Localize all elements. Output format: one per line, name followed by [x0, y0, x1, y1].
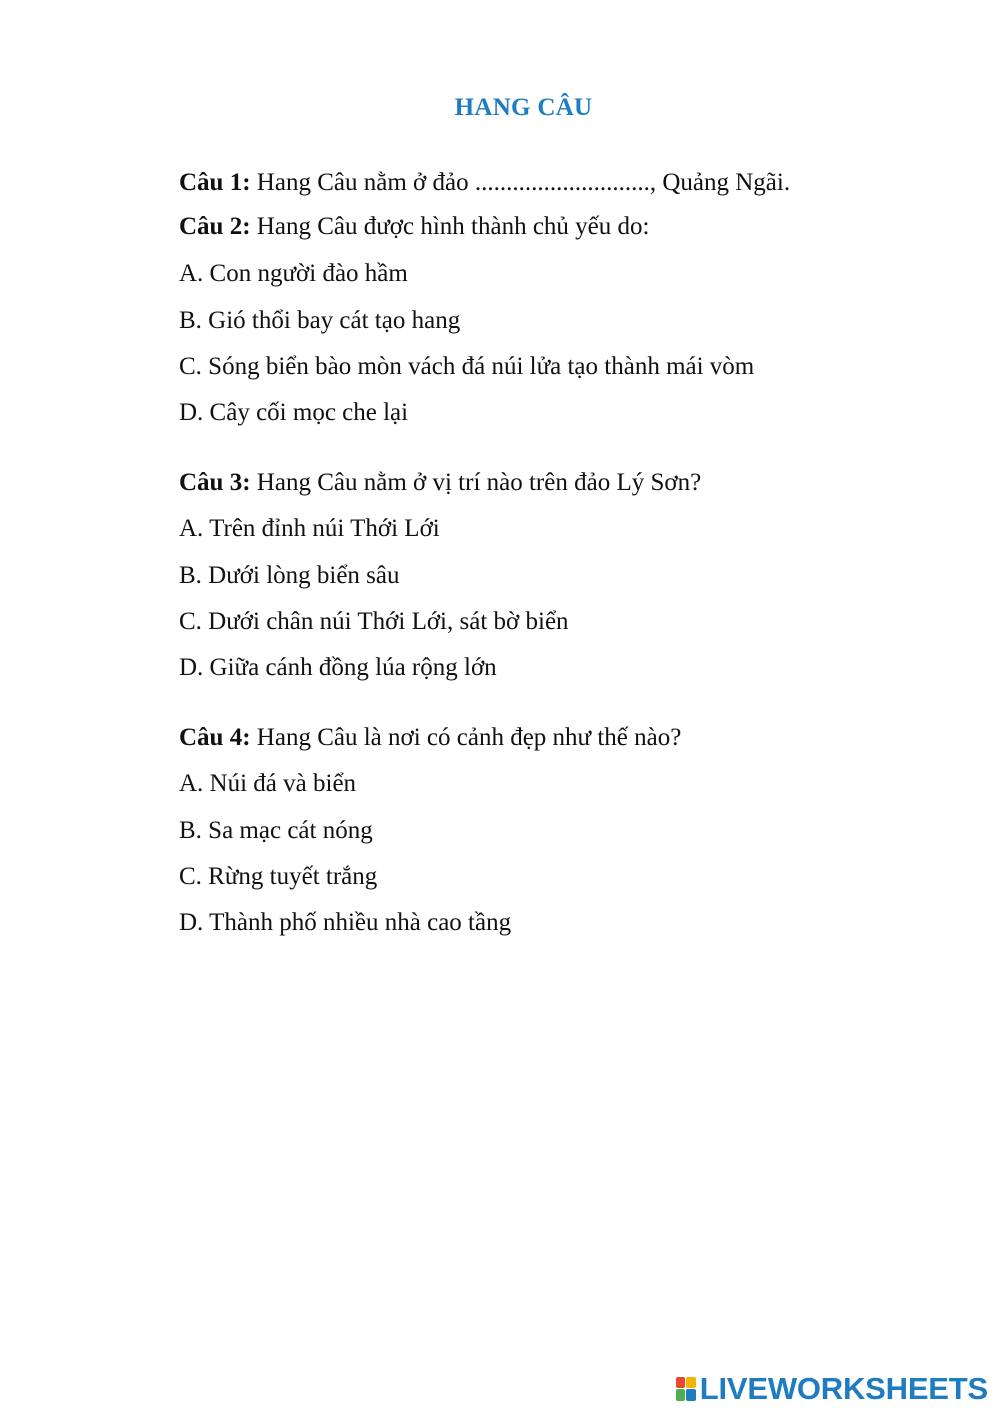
- question-4-option-c: C. Rừng tuyết trắng: [179, 863, 378, 890]
- question-3-label: Câu 3:: [179, 469, 251, 496]
- question-2-text: Hang Câu được hình thành chủ yếu do:: [250, 213, 650, 240]
- question-4-option-a: A. Núi đá và biển: [179, 770, 357, 797]
- question-2-option-a: A. Con người đào hầm: [179, 260, 408, 287]
- logo-square-yellow: [686, 1377, 696, 1389]
- question-2-option-b: B. Gió thổi bay cát tạo hang: [179, 307, 461, 334]
- question-2-option-c: C. Sóng biển bào mòn vách đá núi lửa tạo thành mái vòm: [179, 353, 755, 380]
- question-4-text: Hang Câu là nơi có cảnh đẹp như thế nào?: [250, 724, 682, 751]
- question-3-option-a: A. Trên đỉnh núi Thới Lới: [179, 515, 440, 542]
- question-4-option-d: D. Thành phố nhiều nhà cao tầng: [179, 909, 512, 936]
- logo-square-green: [676, 1389, 686, 1401]
- question-3-text: Hang Câu nằm ở vị trí nào trên đảo Lý Sơn?: [250, 469, 702, 496]
- question-3-option-d: D. Giữa cánh đồng lúa rộng lớn: [179, 654, 497, 681]
- question-1-label: Câu 1:: [179, 169, 251, 196]
- page-title: HANG CÂU: [454, 94, 593, 121]
- question-2: [179, 212, 649, 242]
- question-4: [179, 723, 681, 753]
- question-3-option-b: B. Dưới lòng biển sâu: [179, 562, 400, 589]
- liveworksheets-logo-text: LIVEWORKSHEETS: [699, 1371, 988, 1406]
- question-2-option-d: D. Cây cối mọc che lại: [179, 399, 409, 426]
- question-2-label: Câu 2:: [179, 213, 251, 240]
- question-4-label: Câu 4:: [179, 724, 251, 751]
- liveworksheets-logo: [676, 1373, 988, 1404]
- logo-square-red: [676, 1377, 686, 1389]
- question-1: [179, 168, 790, 198]
- question-1-text: Hang Câu nằm ở đảo ............................, Quảng Ngãi.: [250, 169, 791, 196]
- logo-square-blue: [686, 1389, 696, 1401]
- question-3: [179, 468, 701, 498]
- question-4-option-b: B. Sa mạc cát nóng: [179, 817, 373, 844]
- liveworksheets-logo-icon: [676, 1377, 696, 1401]
- question-3-option-c: C. Dưới chân núi Thới Lới, sát bờ biển: [179, 608, 569, 635]
